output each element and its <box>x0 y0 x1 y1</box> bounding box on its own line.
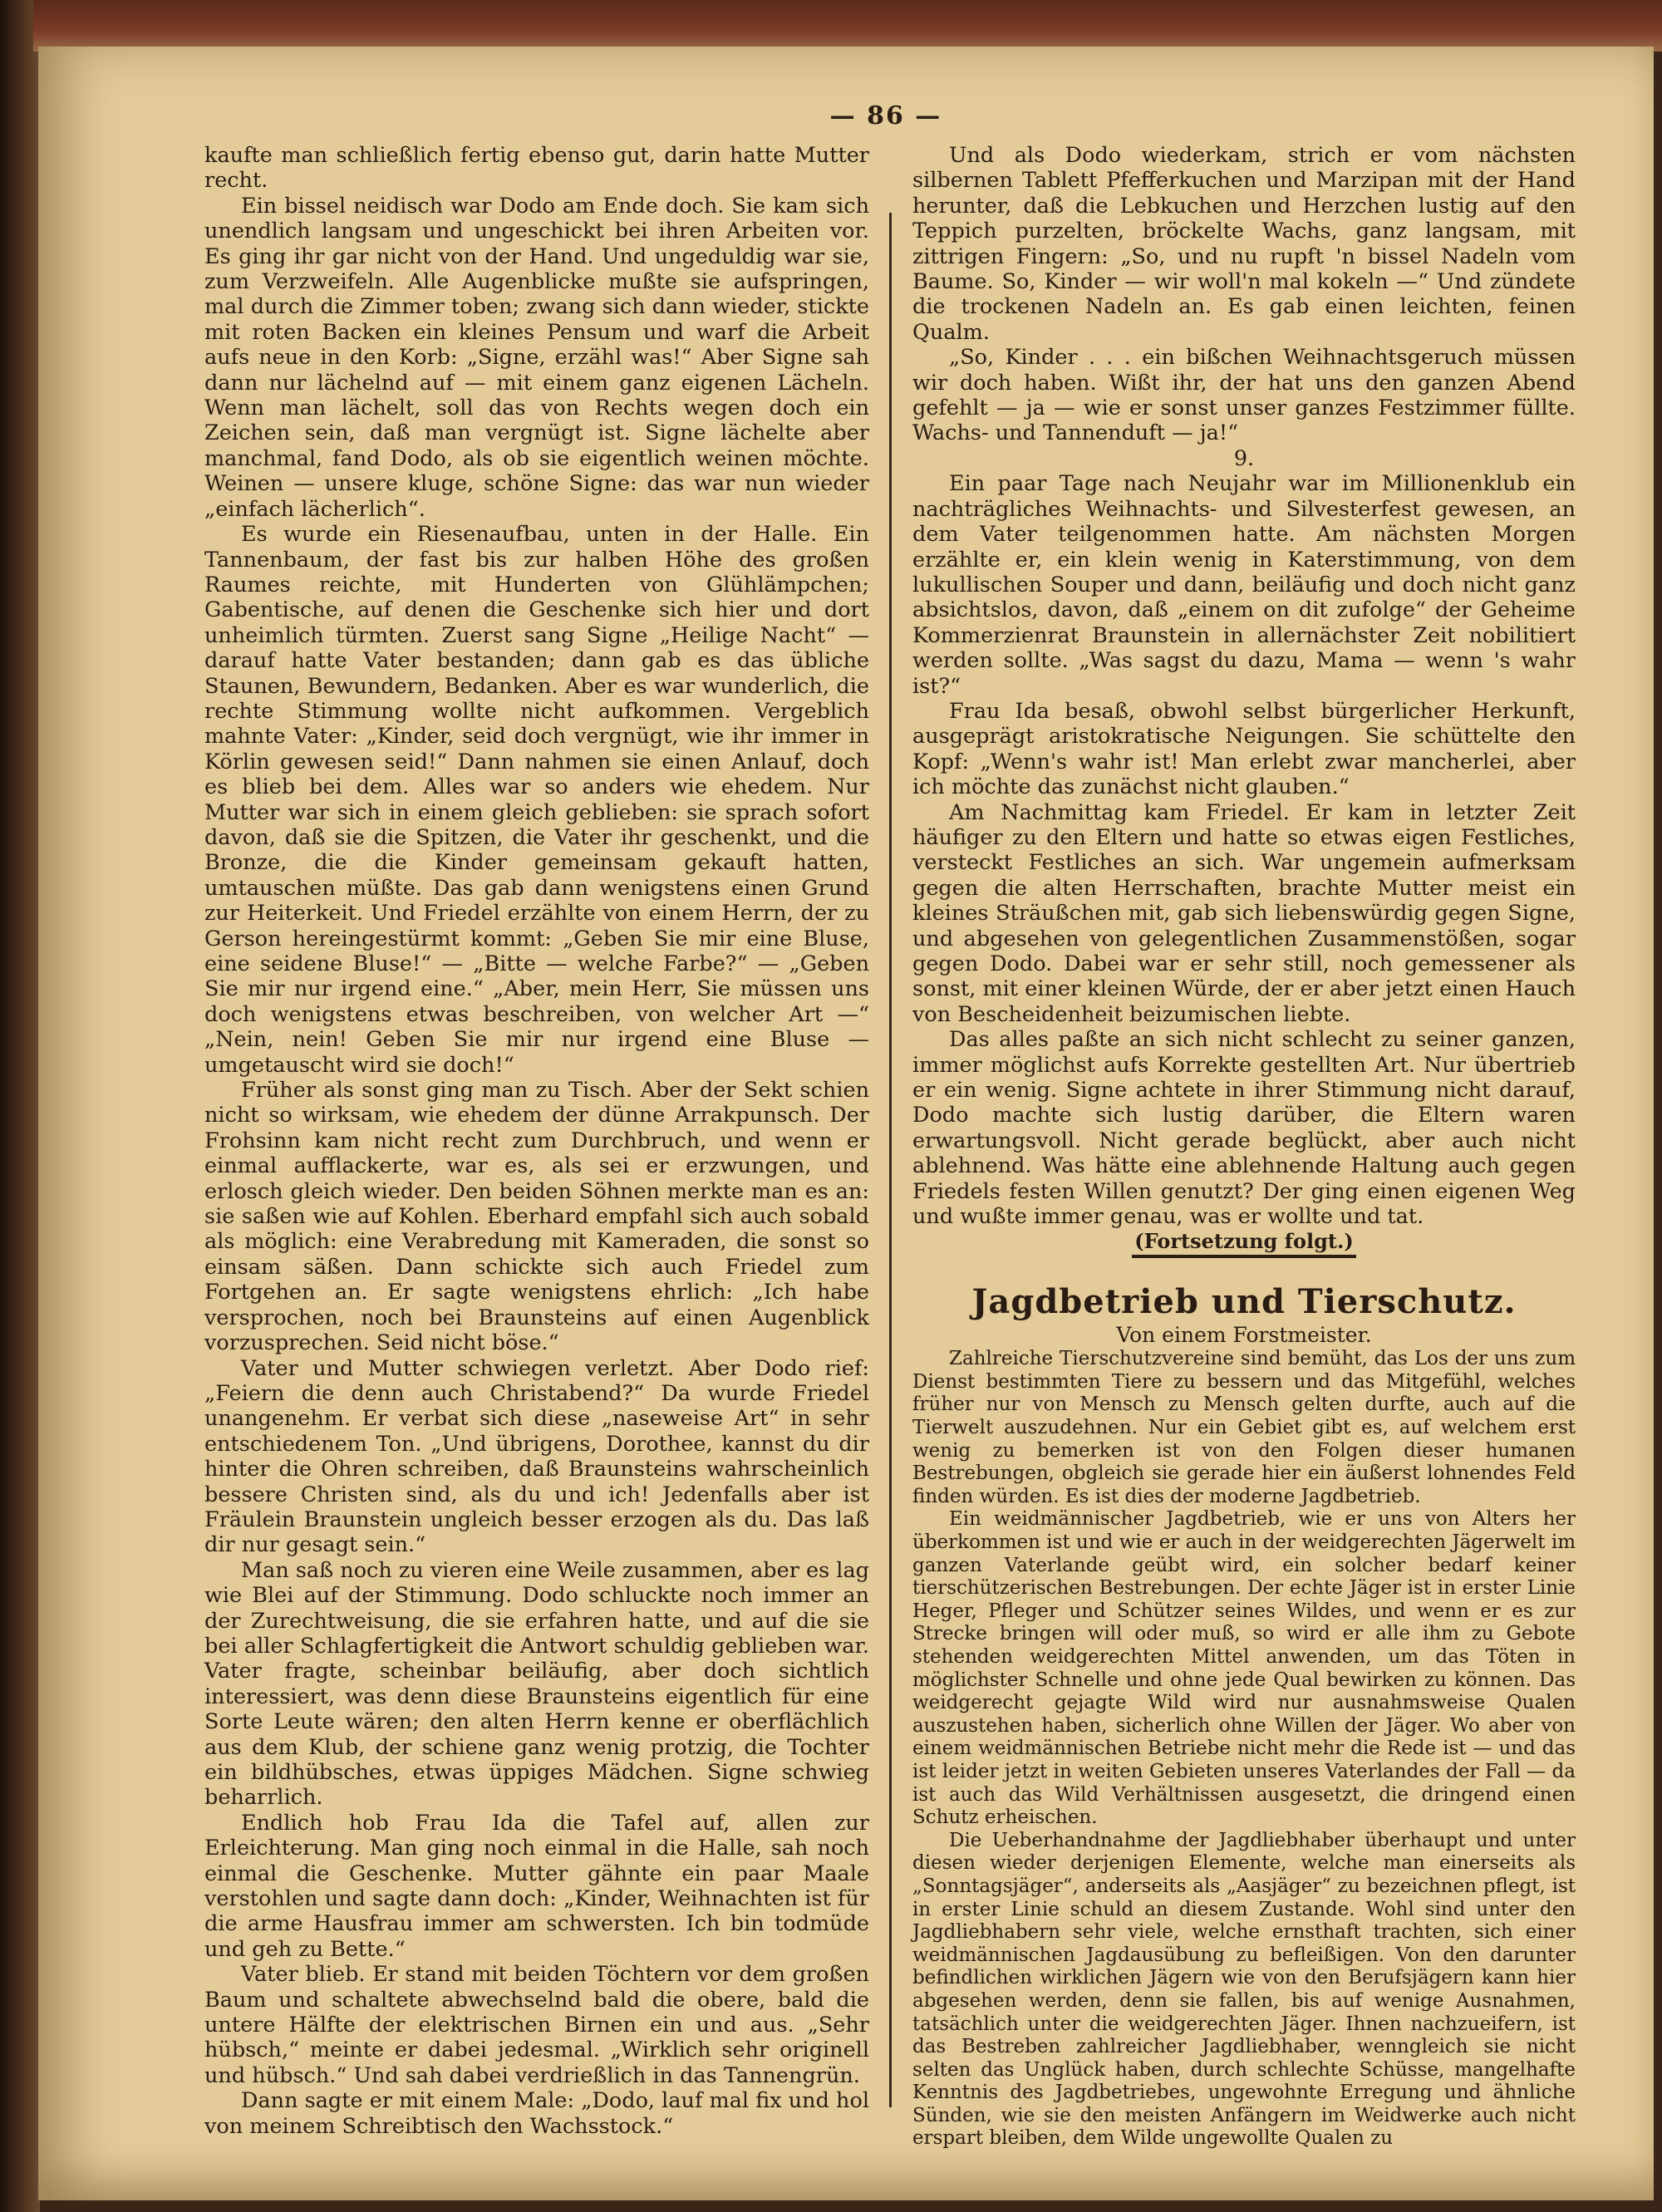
page-number: — 86 — <box>829 101 942 130</box>
section-rule <box>1132 1255 1356 1258</box>
paragraph: Ein paar Tage nach Neujahr war im Millionenklub ein nachträgliches Weihnachts- und Silvesterfest gewesen, an dem Vater teilgenommen hatte. Am nächsten Morgen erzählte er, ein klein wenig in Katerstimmung, von dem lukullischen Souper und dann, beiläufig und doch nicht ganz absichtslos, davon, daß „einem on dit zufolge“ der Geheime Kommerzienrat Braunstein in allernächster Zeit nobilitiert werden sollte. „Was sagst du dazu, Mama — wenn 's wahr ist?“ <box>912 471 1576 699</box>
paragraph: kaufte man schließlich fertig ebenso gut, darin hatte Mutter recht. <box>204 143 869 194</box>
right-column <box>912 143 1576 2150</box>
paragraph: Vater und Mutter schwiegen verletzt. Aber Dodo rief: „Feiern die denn auch Christabend?“ Da wurde Friedel unangenehm. Er verbat sich diese „naseweise Art“ in sehr entschiedenem Ton. „Und übrigens, Dorothee, kannst du dir hinter die Ohren schreiben, daß Braunsteins wahrscheinlich bessere Christen sind, als du und ich! Jedenfalls aber ist Fräulein Braunstein ungleich besser erzogen als du. Das laß dir nur gesagt sein.“ <box>204 1355 869 1558</box>
paragraph: Frau Ida besaß, obwohl selbst bürgerlicher Herkunft, ausgeprägt aristokratische Neigungen. Sie schüttelte den Kopf: „Wenn's wahr ist! Man erlebt zwar mancherlei, aber ich möchte das zunächst nicht glauben.“ <box>912 698 1576 800</box>
paragraph: Die Ueberhandnahme der Jagdliebhaber überhaupt und unter diesen wieder derjenigen Elemente, welche man einerseits als „Sonntagsjäger“, anderseits als „Aasjäger“ zu bezeichnen pflegt, ist in erster Linie schuld an diesem Zustande. Wohl sind unter den Jagdliebhabern sehr viele, welche ernsthaft trachten, sich einer weidmännischen Jagdausübung zu befleißigen. Von den darunter befindlichen wirklichen Jägern wie von den Berufsjägern kann hier abgesehen werden, denn sie fallen, bis auf wenige Ausnahmen, tatsächlich unter die weidgerechten Jäger. Ihnen nachzueifern, ist das Bestreben zahlreicher Jagdliebhaber, wenngleich sie nicht selten das Unglück haben, durch schlechte Schüsse, mangelhafte Kenntnis des Jagdbetriebes, ungewohnte Erregung und ähnliche Sünden, wie sie den meisten Anfängern im Weidwerke auch nicht erspart bleiben, dem Wilde ungewollte Qualen zu <box>912 1829 1576 2150</box>
paragraph: Man saß noch zu vieren eine Weile zusammen, aber es lag wie Blei auf der Stimmung. Dodo schluckte noch immer an der Zurechtweisung, die sie erfahren hatte, und auf die sie bei aller Schlagfertigkeit die Antwort schuldig geblieben war. Vater fragte, scheinbar beiläufig, aber doch sichtlich interessiert, was denn diese Braunsteins eigentlich für eine Sorte Leute wären; den alten Herrn kenne er oberflächlich aus dem Klub, der schiene ganz wenig protzig, die Tochter ein bildhübsches, etwas üppiges Mädchen. Signe schwieg beharrlich. <box>204 1557 869 1811</box>
paragraph: Ein bissel neidisch war Dodo am Ende doch. Sie kam sich unendlich langsam und ungeschickt bei ihren Arbeiten vor. Es ging ihr gar nicht von der Hand. Und ungeduldig war sie, zum Verzweifeln. Alle Augenblicke mußte sie aufspringen, mal durch die Zimmer toben; zwang sich dann wieder, stickte mit roten Backen ein kleines Pensum und warf die Arbeit aufs neue in den Korb: „Signe, erzähl was!“ Aber Signe sah dann nur lächelnd auf — mit einem ganz eigenen Lächeln. Wenn man lächelt, soll das von Rechts wegen doch ein Zeichen sein, daß man vergnügt ist. Signe lächelte aber manchmal, fand Dodo, als ob sie eigentlich weinen möchte. Weinen — unsere kluge, schöne Signe: das war nun wieder „einfach lächerlich“. <box>204 193 869 522</box>
article-body <box>912 1348 1576 2151</box>
article-byline: Von einem Forstmeister. <box>1116 1322 1372 1347</box>
paragraph: Es wurde ein Riesenaufbau, unten in der Halle. Ein Tannenbaum, der fast bis zur halben Höhe des großen Raumes reichte, mit Hunderten von Glühlämpchen; Gabentische, auf denen die Geschenke sich hier und dort unheimlich türmten. Zuerst sang Signe „Heilige Nacht“ — darauf hatte Vater bestanden; dann gab es das übliche Staunen, Bewundern, Bedanken. Aber es war wunderlich, die rechte Stimmung wollte nicht aufkommen. Vergeblich mahnte Vater: „Kinder, seid doch vergnügt, wie ihr immer in Körlin gewesen seid!“ Dann nahmen sie einen Anlauf, doch es blieb bei dem. Alles war so anders wie ehedem. Nur Mutter war sich in einem gleich geblieben: sie sprach sofort davon, daß sie die Spitzen, die Vater ihr geschenkt, und die Bronze, die die Kinder gemeinsam gekauft hatten, umtauschen müßte. Das gab dann wenigstens einen Grund zur Heiterkeit. Und Friedel erzählte von einem Herrn, der zu Gerson hereingestürmt kommt: „Geben Sie mir eine Bluse, eine seidene Bluse!“ — „Bitte — welche Farbe?“ — „Geben Sie mir nur irgend eine.“ „Aber, mein Herr, Sie müssen uns doch wenigstens etwas beschreiben, von welcher Art —“ „Nein, nein! Geben Sie mir nur irgend eine Bluse — umgetauscht wird sie doch!“ <box>204 522 869 1078</box>
paragraph: Zahlreiche Tierschutzvereine sind bemüht, das Los der uns zum Dienst bestimmten Tiere zu bessern und das Mitgefühl, welches früher nur von Mensch zu Mensch gelten durfte, auch auf die Tierwelt auszudehnen. Nur ein Gebiet gibt es, auf welchem erst wenig zu bemerken ist von den Folgen dieser humanen Bestrebungen, obgleich sie gerade hier ein äußerst lohnendes Feld finden würden. Es ist dies der moderne Jagdbetrieb. <box>912 1348 1576 1507</box>
column-divider <box>889 213 892 2107</box>
newspaper-page <box>38 47 1654 2200</box>
paragraph: Am Nachmittag kam Friedel. Er kam in letzter Zeit häufiger zu den Eltern und hatte so etwas eigen Festliches, versteckt Festliches an sich. War ungemein aufmerksam gegen die alten Herrschaften, brachte Mutter meist ein kleines Sträußchen mit, gab sich liebenswürdig gegen Signe, und abgesehen von gelegentlichen Zusammenstößen, sogar gegen Dodo. Dabei war er sehr still, noch gemessener als sonst, mit einer kleinen Würde, der er aber jetzt einen Hauch von Bescheidenheit beizumischen liebte. <box>912 799 1576 1027</box>
section-number: 9. <box>1233 445 1255 471</box>
page-top-edge <box>33 0 1662 52</box>
paragraph: Ein weidmännischer Jagdbetrieb, wie er uns von Alters her überkommen ist und wie er auch in der weidgerechten Jägerwelt im ganzen Vaterlande geübt wird, ein solcher bedarf keiner tierschützerischen Bestrebungen. Der echte Jäger ist in erster Linie Heger, Pfleger und Schützer seines Wildes, und wenn er es zur Strecke bringen will oder muß, so wird er alle ihm zu Gebote stehenden weidgerechten Mittel anwenden, um das Töten in möglichster Schnelle und ohne jede Qual bewirken zu können. Das weidgerecht gejagte Wild wird nur ausnahmsweise Qualen auszustehen haben, sicherlich ohne Willen der Jäger. Wo aber von einem weidmännischen Betriebe nicht mehr die Rede ist — und das ist leider jetzt in weiten Gebieten unseres Vaterlandes der Fall — da ist auch das Wild Verhältnissen ausgesetzt, die dringend einen Schutz erheischen. <box>912 1508 1576 1829</box>
paragraph: „So, Kinder . . . ein bißchen Weihnachtsgeruch müssen wir doch haben. Wißt ihr, der hat uns den ganzen Abend gefehlt — ja — wie er sonst unser ganzes Festzimmer füllte. Wachs- und Tannenduft — ja!“ <box>912 345 1576 446</box>
book-binding <box>0 0 40 2212</box>
left-column <box>204 143 869 2139</box>
continuation-note: (Fortsetzung folgt.) <box>1134 1229 1354 1254</box>
paragraph: Das alles paßte an sich nicht schlecht zu seiner ganzen, immer möglichst aufs Korrekte gestellten Art. Nur übertrieb er ein wenig. Signe achtete in ihrer Stimmung nicht darauf, Dodo machte sich lustig darüber, die Eltern waren erwartungsvoll. Nicht gerade beglückt, aber auch nicht ablehnend. Was hätte eine ablehnende Haltung auch gegen Friedels festen Willen genutzt? Der ging einen eigenen Weg und wußte immer genau, was er wollte und tat. <box>912 1027 1576 1230</box>
paragraph: Vater blieb. Er stand mit beiden Töchtern vor dem großen Baum und schaltete abwechselnd bald die obere, bald die untere Hälfte der elektrischen Birnen ein und aus. „Sehr hübsch,“ meinte er dabei jedesmal. „Wirklich sehr originell und hübsch.“ Und sah dabei verdrießlich in das Tannengrün. <box>204 1962 869 2088</box>
paragraph: Früher als sonst ging man zu Tisch. Aber der Sekt schien nicht so wirksam, wie ehedem der dünne Arrakpunsch. Der Frohsinn kam nicht recht zum Durchbruch, und wenn er einmal aufflackerte, war es, als sei er erzwungen, und erlosch gleich wieder. Den beiden Söhnen merkte man es an: sie saßen wie auf Kohlen. Eberhard empfahl sich auch sobald als möglich: eine Verabredung mit Kameraden, die sonst so einsam säßen. Dann schickte sich auch Friedel zum Fortgehen an. Er sagte wenigstens ehrlich: „Ich habe versprochen, noch bei Braunsteins auf einen Augenblick vorzusprechen. Seid nicht böse.“ <box>204 1078 869 1356</box>
paragraph: Endlich hob Frau Ida die Tafel auf, allen zur Erleichterung. Man ging noch einmal in die Halle, sah noch einmal die Geschenke. Mutter gähnte ein paar Maale verstohlen und sagte dann doch: „Kinder, Weihnachten ist für die arme Hausfrau immer am schwersten. Ich bin todmüde und geh zu Bette.“ <box>204 1810 869 1962</box>
paragraph: Und als Dodo wiederkam, strich er vom nächsten silbernen Tablett Pfefferkuchen und Marzipan mit der Hand herunter, daß die Lebkuchen und Herzchen lustig auf den Teppich purzelten, bröckelte Wachs, ganz langsam, mit zittrigen Fingern: „So, und nu rupft 'n bissel Nadeln vom Baume. So, Kinder — wir woll'n mal kokeln —“ Und zündete die trockenen Nadeln an. Es gab einen leichten, feinen Qualm. <box>912 143 1576 345</box>
paragraph: Dann sagte er mit einem Male: „Dodo, lauf mal fix und hol von meinem Schreibtisch den Wachsstock.“ <box>204 2088 869 2139</box>
article-title: Jagdbetrieb und Tierschutz. <box>971 1281 1517 1321</box>
